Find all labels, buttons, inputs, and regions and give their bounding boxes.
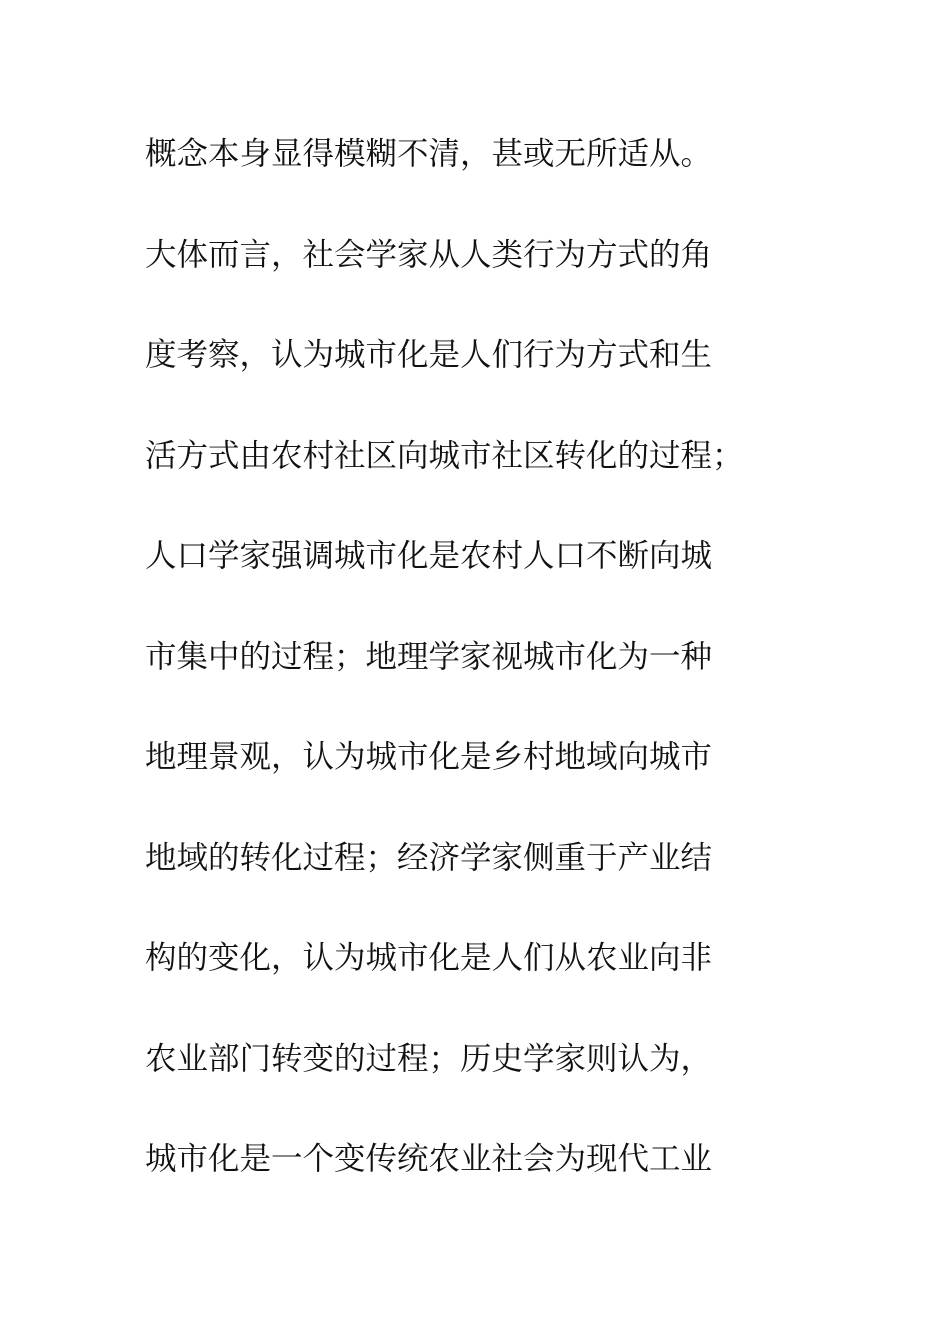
text-line: 大体而言，社会学家从人类行为方式的角 [145, 236, 713, 273]
body-text [145, 126, 845, 1232]
text-line: 农业部门转变的过程；历史学家则认为， [145, 1040, 713, 1077]
text-line: 市集中的过程；地理学家视城市化为一种 [145, 638, 713, 675]
text-line: 地域的转化过程；经济学家侧重于产业结 [145, 839, 713, 876]
text-line: 地理景观，认为城市化是乡村地域向城市 [145, 739, 713, 775]
text-line: 度考察，认为城市化是人们行为方式和生 [145, 337, 713, 373]
text-line: 城市化是一个变传统农业社会为现代工业 [145, 1141, 713, 1177]
text-line: 概念本身显得模糊不清，甚或无所适从。 [145, 136, 713, 172]
text-line: 人口学家强调城市化是农村人口不断向城 [145, 538, 713, 574]
text-line: 构的变化，认为城市化是人们从农业向非 [145, 940, 713, 976]
text-line: 活方式由农村社区向城市社区转化的过程； [145, 437, 744, 474]
